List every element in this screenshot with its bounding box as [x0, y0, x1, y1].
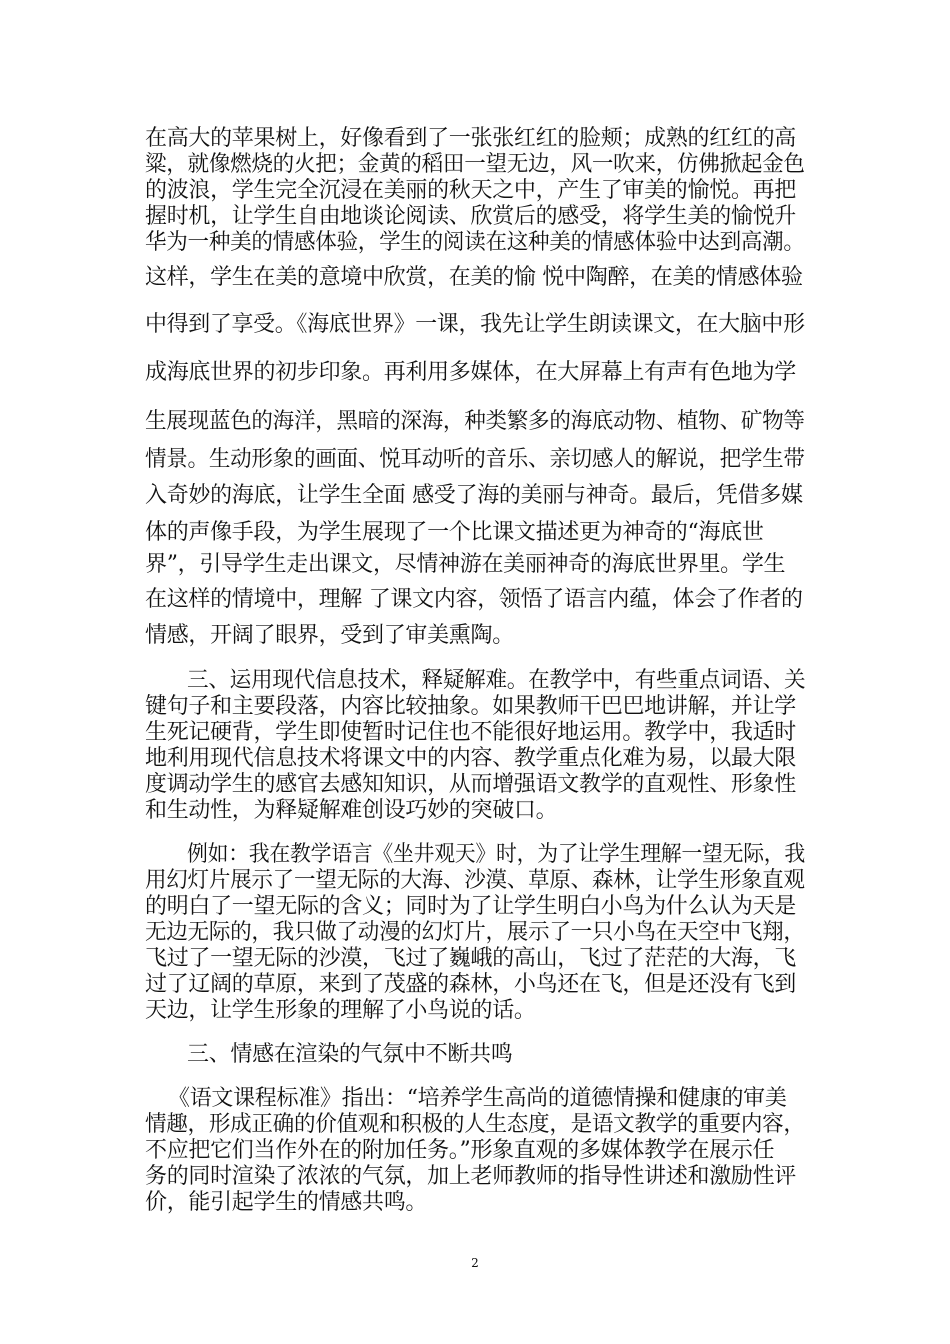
text-line: 中得到了享受。《海底世界》一课，我先让学生朗读课文，在大脑中形: [145, 312, 805, 337]
text-line: 入奇妙的海底，让学生全面 感受了海的美丽与神奇。最后，凭借多媒: [145, 483, 803, 508]
text-line: 情感，开阔了眼界，受到了审美熏陶。: [145, 623, 514, 648]
text-line: 华为一种美的情感体验，学生的阅读在这种美的情感体验中达到高潮。: [145, 230, 805, 255]
paragraph-first-line: 例如：我在教学语言《坐井观天》时，为了让学生理解一望无际，我: [187, 842, 806, 867]
text-line: 飞过了一望无际的沙漠，飞过了巍峨的高山，飞过了茫茫的大海，飞: [145, 946, 797, 971]
text-line: 成海底世界的初步印象。再利用多媒体，在大屏幕上有声有色地为学: [145, 360, 797, 385]
text-line: 不应把它们当作外在的附加任务。”形象直观的多媒体教学在展示任: [145, 1138, 775, 1163]
text-line: 价，能引起学生的情感共鸣。: [145, 1190, 428, 1215]
text-line: 情趣，形成正确的价值观和积极的人生态度，是语文教学的重要内容，: [145, 1112, 805, 1137]
text-line: 用幻灯片展示了一望无际的大海、沙漠、草原、森林，让学生形象直观: [145, 868, 805, 893]
page-number: 2: [471, 1256, 479, 1270]
text-line: 务的同时渲染了浓浓的气氛，加上老师教师的指导性讲述和激励性评: [145, 1164, 797, 1189]
paragraph-first-line: 《语文课程标准》指出：“培养学生高尚的道德情操和健康的审美: [168, 1086, 787, 1111]
text-line: 在这样的情境中，理解 了课文内容，领悟了语言内蕴，体会了作者的: [145, 587, 803, 612]
text-line: 界”，引导学生走出课文，尽情神游在美丽神奇的海底世界里。学生: [145, 552, 786, 577]
text-line: 粱，就像燃烧的火把；金黄的稻田一望无边，风一吹来，仿佛掀起金色: [145, 152, 805, 177]
paragraph-first-line: 三、运用现代信息技术，释疑解难。在教学中，有些重点词语、关: [187, 668, 806, 693]
text-line: 的明白了一望无际的含义；同时为了让学生明白小鸟为什么认为天是: [145, 894, 797, 919]
text-line: 生死记硬背，学生即使暂时记住也不能很好地运用。教学中，我适时: [145, 720, 797, 745]
text-line: 键句子和主要段落，内容比较抽象。如果教师干巴巴地讲解，并让学: [145, 694, 797, 719]
text-line: 无边无际的，我只做了动漫的幻灯片，展示了一只小鸟在天空中飞翔，: [145, 920, 805, 945]
text-line: 地利用现代信息技术将课文中的内容、教学重点化难为易，以最大限: [145, 746, 797, 771]
text-line: 天边，让学生形象的理解了小鸟说的话。: [145, 998, 536, 1023]
text-line: 过了辽阔的草原，来到了茂盛的森林，小鸟还在飞，但是还没有飞到: [145, 972, 797, 997]
section-heading: 三、情感在渲染的气氛中不断共鸣: [187, 1042, 513, 1067]
text-line: 这样，学生在美的意境中欣赏，在美的愉 悦中陶醉，在美的情感体验: [145, 265, 803, 290]
text-line: 生展现蓝色的海洋，黑暗的深海，种类繁多的海底动物、植物、矿物等: [145, 409, 805, 434]
text-line: 的波浪，学生完全沉浸在美丽的秋天之中，产生了审美的愉悦。再把: [145, 178, 797, 203]
text-line: 在高大的苹果树上，好像看到了一张张红红的脸颊；成熟的红红的高: [145, 126, 797, 151]
text-line: 握时机，让学生自由地谈论阅读、欣赏后的感受，将学生美的愉悦升: [145, 204, 797, 229]
text-line: 情景。生动形象的画面、悦耳动听的音乐、亲切感人的解说，把学生带: [145, 447, 805, 472]
text-line: 度调动学生的感官去感知知识，从而增强语文教学的直观性、形象性: [145, 772, 797, 797]
text-line: 体的声像手段，为学生展现了一个比课文描述更为神奇的“海底世: [145, 520, 764, 545]
text-line: 和生动性，为释疑解难创设巧妙的突破口。: [145, 798, 558, 823]
